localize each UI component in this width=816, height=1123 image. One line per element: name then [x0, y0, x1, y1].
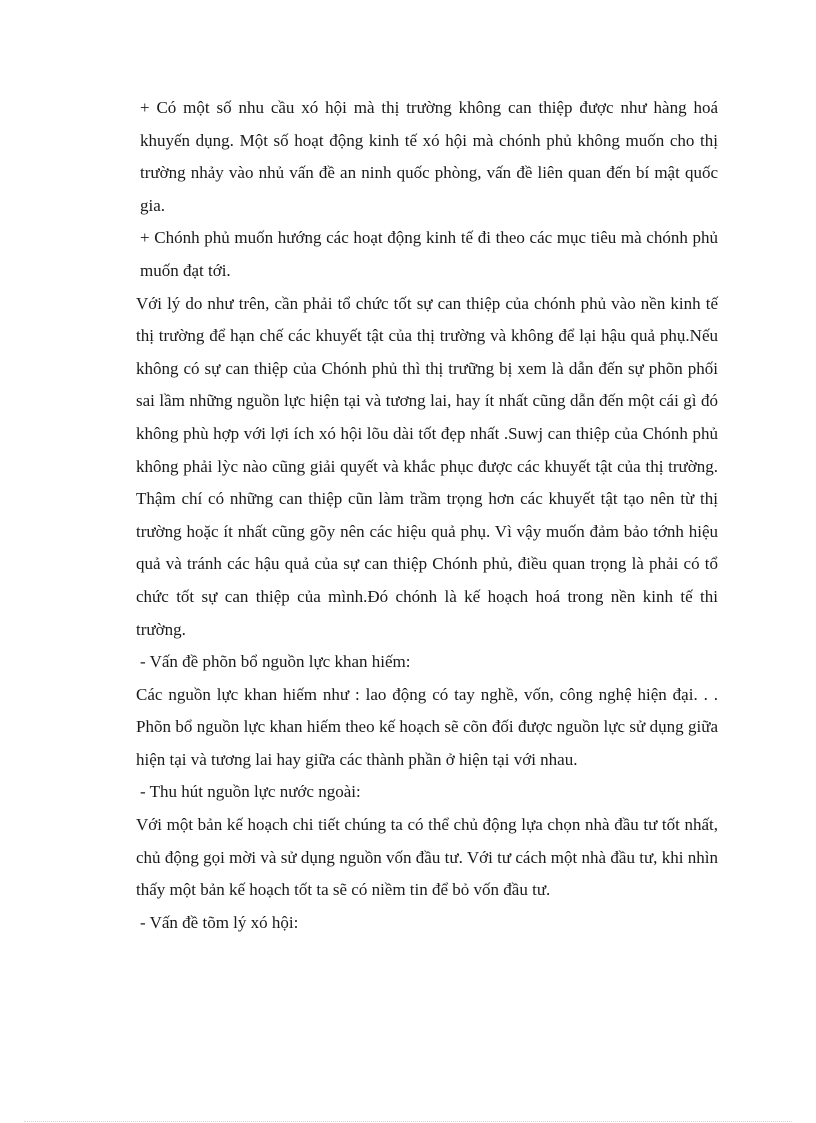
paragraph-government-intervention: Với lý do như trên, cần phải tổ chức tốt sự can thiệp của chónh phủ vào nền kinh tế thị trường để hạn chế các khuyết tật của thị trường và không để lại hậu quả phụ.Nếu không có sự can thiệp của Chónh phủ thì thị trưững bị xem là dẫn đến sự phõn phối sai lầm những nguồn lực hiện tại và tương lai, hay ít nhất cũng dẫn đến một cái gì đó không phù hợp với lợi ích xó hội lõu dài tốt đẹp nhất .Suwj can thiệp của Chónh phủ không phải lỳc nào cũng giải quyết và khắc phục được các khuyết tật của thị trường. Thậm chí có những can thiệp cũn làm trầm trọng hơn các khuyết tật tạo nên từ thị trường hoặc ít nhất cũng gõy nên các hiệu quả phụ. Vì vậy muốn đảm bảo tớnh hiệu quả và tránh các hậu quả của sự can thiệp Chónh phủ, điều quan trọng là phải có tổ chức tốt sự can thiệp của mình.Đó chónh là kế hoạch hoá trong nền kinh tế thi trường. [136, 293, 718, 639]
page-bottom-divider [24, 1121, 792, 1122]
paragraph-foreign-resources: Với một bản kế hoạch chi tiết chúng ta có thể chủ động lựa chọn nhà đầu tư tốt nhất, chủ động gọi mời và sử dụng nguồn vốn đầu tư. Với tư cách một nhà đầu tư, khi nhìn thấy một bản kế hoạch tốt ta sẽ có niềm tin để bỏ vốn đầu tư. [136, 815, 718, 900]
paragraph-consumption-needs: + Có một số nhu cầu xó hội mà thị trường không can thiệp được như hàng hoá khuyến dụng. Một số hoạt động kinh tế xó hội mà chónh phủ không muốn cho thị trường nhảy vào nhủ vấn đề an ninh quốc phòng, vấn đề liên quan đến bí mật quốc gia. [140, 98, 718, 215]
paragraph-resource-allocation: Các nguồn lực khan hiếm như : lao động có tay nghề, vốn, công nghệ hiện đại. . . Phõn bổ nguồn lực khan hiếm theo kế hoạch sẽ cõn đối được nguồn lực sử dụng giữa hiện tại và tương lai hay giữa các thành phần ở hiện tại với nhau. [136, 684, 718, 769]
paragraph-government-goals: + Chónh phủ muốn hướng các hoạt động kinh tế đi theo các mục tiêu mà chónh phủ muốn đạt tới. [140, 228, 718, 280]
document-body [136, 92, 718, 939]
heading-foreign-resources: - Thu hút nguồn lực nước ngoài: [140, 782, 361, 802]
heading-resource-allocation: - Vấn đề phõn bổ nguồn lực khan hiếm: [140, 652, 411, 672]
heading-social-psychology: - Vấn đề tõm lý xó hội: [140, 912, 299, 932]
